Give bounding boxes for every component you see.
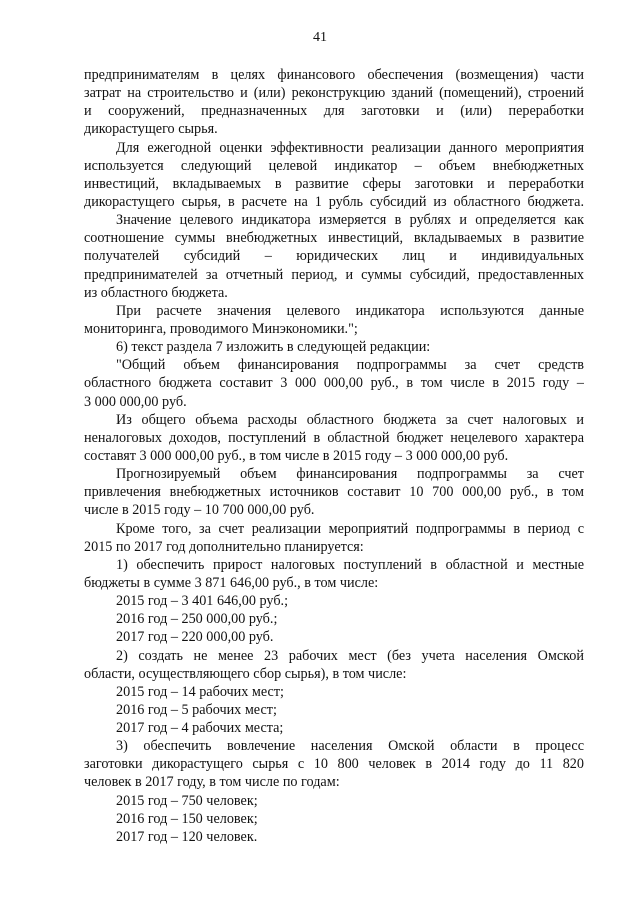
text-line: соотношение суммы внебюджетных инвестиций, вкладываемых в развитие bbox=[84, 230, 584, 247]
text-line: 2) создать не менее 23 рабочих мест (без учета населения Омской bbox=[116, 647, 584, 664]
text-line: дикорастущего сырья. bbox=[84, 121, 218, 138]
text-line: используется следующий целевой индикатор – объем внебюджетных bbox=[84, 157, 584, 174]
text-line: числе в 2015 году – 10 700 000,00 руб. bbox=[84, 502, 315, 519]
text-line: заготовки дикорастущего сырья с 10 800 человек в 2014 году до 11 820 bbox=[84, 756, 584, 773]
text-line: предпринимателей за отчетный период, и суммы субсидий, предоставленных bbox=[84, 266, 584, 283]
text-line: бюджеты в сумме 3 871 646,00 руб., в том числе: bbox=[84, 574, 379, 591]
text-line: предпринимателям в целях финансового обеспечения (возмещения) части bbox=[84, 67, 584, 83]
text-line: 2017 год – 120 человек. bbox=[116, 828, 258, 845]
text-line: 2015 год – 14 рабочих мест; bbox=[116, 683, 284, 700]
text-line: 2015 год – 3 401 646,00 руб.; bbox=[116, 593, 289, 610]
text-line: области, осуществляющего сбор сырья), в том числе: bbox=[84, 665, 407, 682]
text-line: 2015 год – 750 человек; bbox=[116, 792, 258, 809]
text-line: 1) обеспечить прирост налоговых поступлений в областной и местные bbox=[116, 556, 584, 573]
text-line: дикорастущего сырья, в расчете на 1 рубль субсидий из областного бюджета. bbox=[84, 193, 584, 210]
text-line: 3) обеспечить вовлечение населения Омской области в процесс bbox=[116, 738, 584, 755]
text-line: При расчете значения целевого индикатора используются данные bbox=[116, 302, 584, 319]
text-line: Значение целевого индикатора измеряется в рублях и определяется как bbox=[116, 212, 584, 229]
text-line: составят 3 000 000,00 руб., в том числе в 2015 году – 3 000 000,00 руб. bbox=[84, 447, 509, 464]
text-line: 2017 год – 220 000,00 руб. bbox=[116, 629, 274, 646]
text-line: 2016 год – 150 человек; bbox=[116, 810, 258, 827]
text-line: неналоговых доходов, поступлений в областной бюджет нецелевого характера bbox=[84, 429, 584, 446]
text-line: мониторинга, проводимого Минэкономики."; bbox=[84, 320, 358, 337]
text-line: 6) текст раздела 7 изложить в следующей редакции: bbox=[116, 339, 431, 356]
text-line: Прогнозируемый объем финансирования подпрограммы за счет bbox=[116, 466, 584, 483]
page-number: 41 bbox=[313, 30, 327, 45]
document-body bbox=[84, 66, 584, 846]
text-line: привлечения внебюджетных источников составит 10 700 000,00 руб., в том bbox=[84, 484, 584, 501]
text-line: затрат на строительство и (или) реконструкцию зданий (помещений), строений bbox=[84, 85, 584, 102]
text-line: и сооружений, предназначенных для заготовки и (или) переработки bbox=[84, 103, 584, 120]
text-line: Для ежегодной оценки эффективности реализации данного мероприятия bbox=[116, 139, 584, 156]
text-line: "Общий объем финансирования подпрограммы за счет средств bbox=[116, 357, 584, 374]
text-line: 2016 год – 5 рабочих мест; bbox=[116, 701, 277, 718]
text-line: 2016 год – 250 000,00 руб.; bbox=[116, 611, 278, 628]
text-line: 2015 по 2017 год дополнительно планируется: bbox=[84, 538, 364, 555]
text-line: человек в 2017 году, в том числе по годам: bbox=[84, 774, 340, 791]
text-line: 2017 год – 4 рабочих места; bbox=[116, 720, 284, 737]
text-line: 3 000 000,00 руб. bbox=[84, 393, 187, 410]
text-line: Из общего объема расходы областного бюджета за счет налоговых и bbox=[116, 411, 584, 428]
text-line: Кроме того, за счет реализации мероприятий подпрограммы в период с bbox=[116, 520, 584, 537]
text-line: областного бюджета составит 3 000 000,00 руб., в том числе в 2015 году – bbox=[84, 375, 584, 392]
text-line: получателей субсидий – юридических лиц и индивидуальных bbox=[84, 248, 584, 265]
text-line: инвестиций, вкладываемых в развитие сферы заготовки и переработки bbox=[84, 175, 584, 192]
text-line: из областного бюджета. bbox=[84, 284, 228, 301]
